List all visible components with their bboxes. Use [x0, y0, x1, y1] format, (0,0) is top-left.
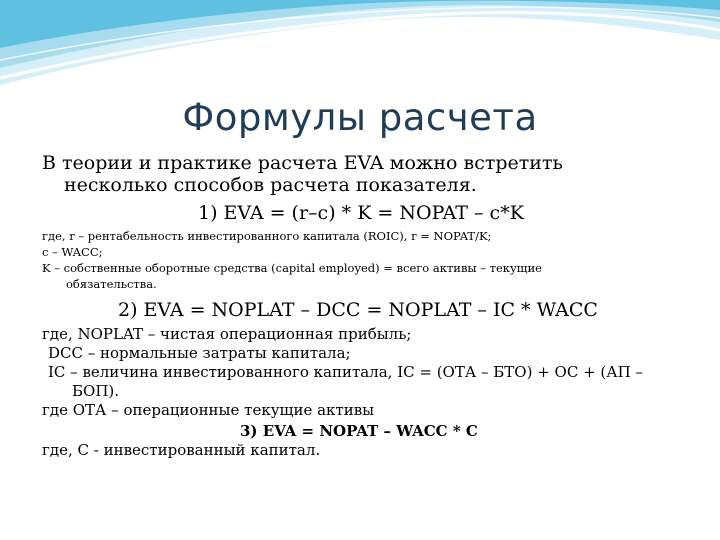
note-line-cont: БОП).: [72, 382, 120, 400]
note-line: где, NOPLAT – чистая операционная прибыль;: [42, 325, 412, 343]
note-2-ota: [42, 401, 682, 420]
slide-title: Формулы расчета: [182, 96, 538, 139]
decorative-wave-header: [0, 0, 720, 100]
note-line: c – WACC;: [42, 245, 103, 259]
formula-2: 2) EVA = NOPLAT – DCC = NOPLAT – IC * WACC: [118, 299, 598, 321]
note-1-k: [42, 260, 682, 292]
note-2-dcc: [42, 344, 682, 363]
intro-paragraph: [42, 152, 682, 196]
slide-body: [42, 152, 682, 460]
note-2-ic: [42, 363, 682, 401]
note-line: K – собственные оборотные средства (capital employed) = всего активы – текущие: [42, 261, 542, 275]
footer-note: где, С - инвестированный капитал.: [42, 441, 321, 459]
note-1-c: [42, 244, 682, 260]
intro-line-2: несколько способов расчета показателя.: [64, 174, 477, 196]
intro-line-1: В теории и практике расчета EVA можно встретить: [42, 152, 563, 174]
note-line: где ОТА – операционные текущие активы: [42, 401, 375, 419]
note-line-cont: обязательства.: [66, 277, 157, 291]
formula-3: 3) EVA = NOPAT – WACC * C: [240, 422, 478, 440]
note-1-r: [42, 228, 682, 244]
note-line: IC – величина инвестированного капитала, IC = (ОТА – БТО) + ОС + (АП –: [48, 363, 643, 381]
note-2-noplat: [42, 325, 682, 344]
note-line: где, r – рентабельность инвестированного капитала (ROIC), r = NOPAT/K;: [42, 229, 492, 243]
note-line: DCC – нормальные затраты капитала;: [48, 344, 351, 362]
formula-1: 1) EVA = (r–c) * K = NOPAT – c*K: [198, 202, 524, 224]
